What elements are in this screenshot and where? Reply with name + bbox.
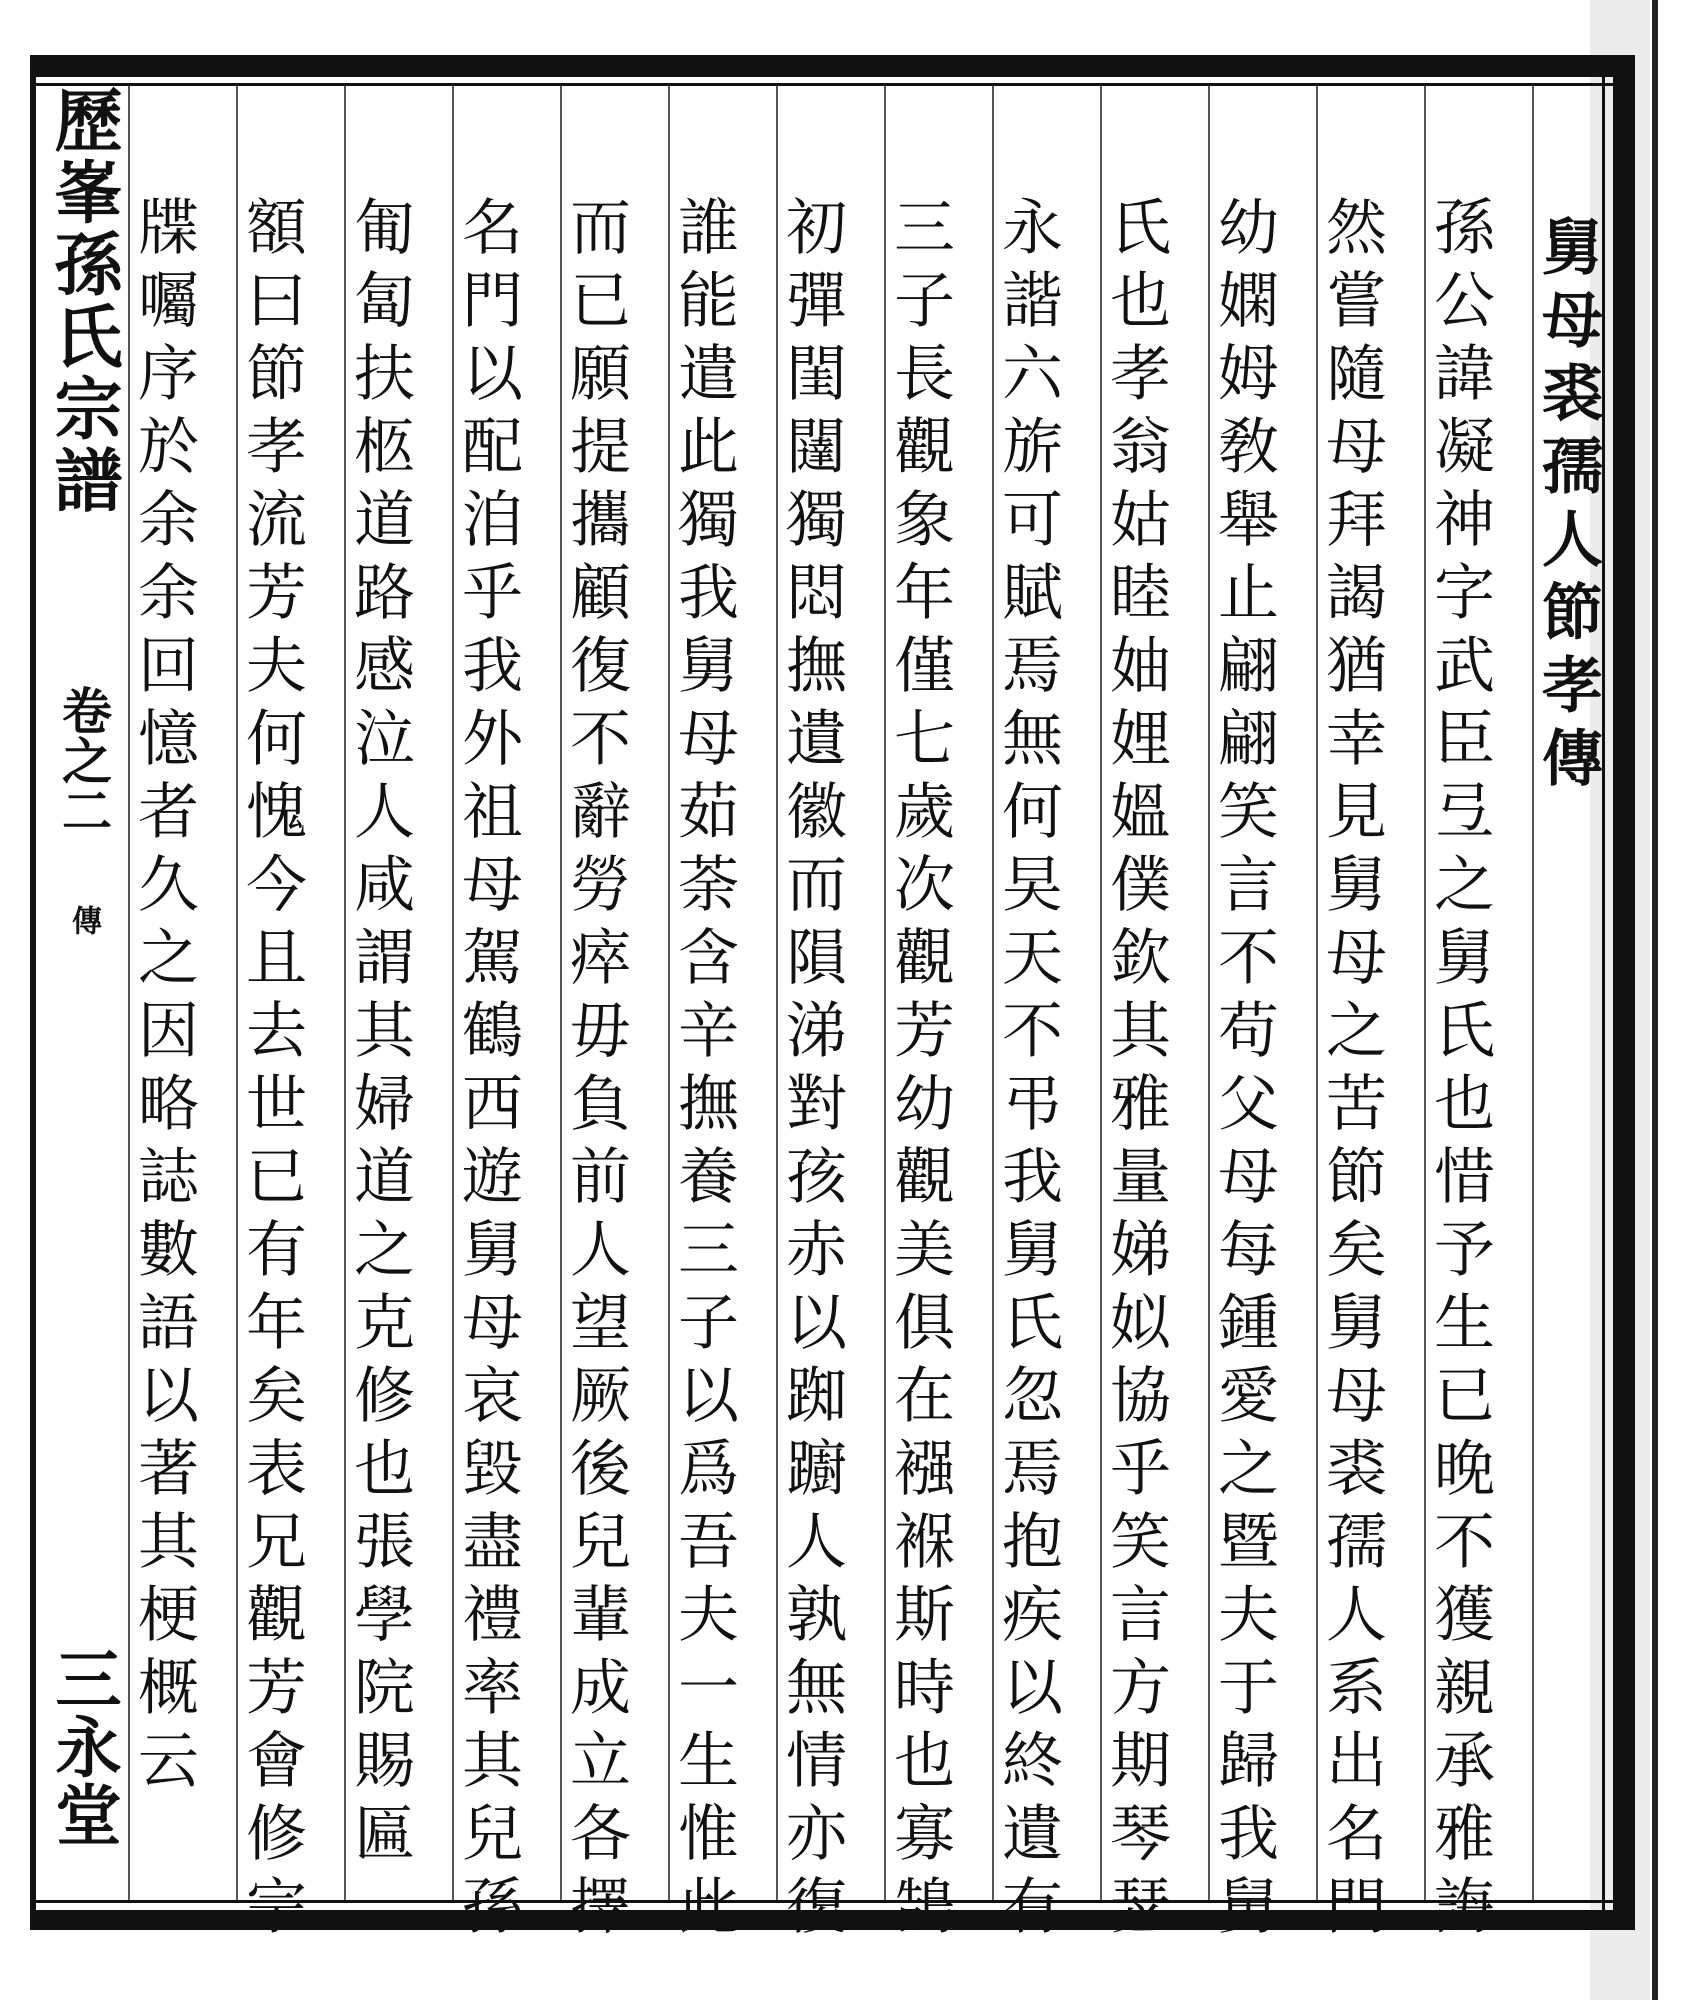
text-column: 氏也孝翁姑睦妯娌媼僕欽其雅量娣姒協乎笑言方期琴瑟 xyxy=(1100,195,1171,1947)
text-column: 額曰節孝流芳夫何愧今且去世已有年矣表兄觀芳會修宗 xyxy=(236,195,307,1947)
text-column: 匍匐扶柩道路感泣人咸謂其婦道之克修也張學院賜匾 xyxy=(344,195,415,1874)
section-label: 傳 xyxy=(66,905,101,935)
volume-label: 卷之二 xyxy=(54,685,113,835)
hall-name: 三永堂 xyxy=(44,1645,122,1849)
text-column: 誰能遣此獨我舅母茹荼含辛撫養三子以爲吾夫一生惟此 xyxy=(668,195,739,1947)
text-column: 幼嫻姆敎舉止翩翩笑言不苟父母每鍾愛之暨夫于歸我舅 xyxy=(1208,195,1279,1947)
text-column: 初彈閨闥獨悶撫遺徽而隕涕對孩赤以踟躕人孰無情亦復 xyxy=(776,195,847,1947)
article-title: 舅母裘孺人節孝傳 xyxy=(1532,215,1603,799)
page-edge-line xyxy=(1652,0,1658,2000)
text-column: 名門以配洎乎我外祖母駕鶴西遊舅母哀毀盡禮率其兒孫 xyxy=(452,195,523,1947)
text-column: 孫公諱凝神字武臣弖之舅氏也惜予生已晚不獲親承雅誨 xyxy=(1424,195,1495,1947)
text-column: 然嘗隨母拜謁猶幸見舅母之苦節矣舅母裘孺人系出名門 xyxy=(1316,195,1387,1947)
text-column: 永諧六旂可賦焉無何旲天不弔我舅氏忽焉抱疾以終遺有 xyxy=(992,195,1063,1947)
frame-border-top xyxy=(30,55,1635,77)
frame-border-left xyxy=(30,55,36,1930)
text-column: 三子長觀象年僅七歲次觀芳幼觀美俱在襁褓斯時也寡鵠 xyxy=(884,195,955,1947)
frame-border-top-inner xyxy=(30,83,1635,86)
text-column: 而已願提攜顧復不辭勞瘁毋負前人望厥後兒輩成立各擇 xyxy=(560,195,631,1947)
book-title: 歷峯孫氏宗譜 xyxy=(43,85,123,517)
text-column: 牒囑序於余余回憶者久之因略誌數語以著其梗概云 xyxy=(128,195,199,1801)
